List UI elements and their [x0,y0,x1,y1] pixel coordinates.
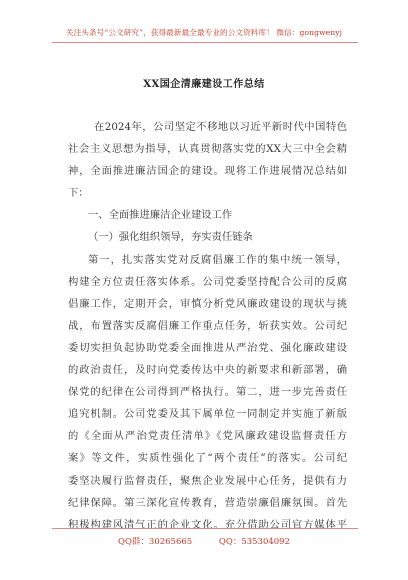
document-body [68,116,347,536]
body-line: 纪律保障。第三深化宣传教育，营造崇廉倡廉氛围。首先 [68,496,347,509]
footer-divider [52,528,358,529]
body-line: 战，布置落实反腐倡廉工作重点任务，斩获实效。公司纪 [68,319,347,332]
body-line: 神，全面推进廉洁国企的建设。现将工作进展情况总结如 [68,165,347,178]
body-line: 社会主义思想为指导，认真贯彻落实党的XX大三中全会精 [68,143,347,156]
body-line: 保党的纪律在公司得到严格执行。第二，进一步完善责任 [68,386,347,399]
body-line: 追究机制。公司党委及其下属单位一同制定并实施了新版 [68,408,347,421]
footer-qq: QQ：535304092 [218,537,290,547]
subsection-heading: （一）强化组织领导，夯实责任链条 [88,231,253,244]
document-title: XX国企清廉建设工作总结 [143,79,265,90]
body-line: 委切实担负起协助党委全面推进从严治党、强化廉政建设 [68,341,347,354]
footer-qq-group: QQ群：30265665 [117,537,193,547]
body-line: 案》等文件，实质性强化了“两个责任”的落实。公司纪 [68,452,347,465]
body-line: 的《全面从严治党责任清单》《党风廉政建设监督责任方 [68,430,347,443]
body-line: 构建全方位责任落实体系。公司党委坚持配合公司的反腐 [68,275,347,288]
body-line: 在2024年，公司坚定不移地以习近平新时代中国特色 [94,121,347,133]
header-divider [52,42,358,43]
body-line: 的政治责任，及时向党委传达中央的新要求和新部署，确 [68,364,347,377]
body-line: 积极构建风清气正的企业文化。充分借助公司官方媒体平 [68,518,347,531]
body-line: 委坚决履行监督责任，聚焦企业发展中心任务，提供有力 [68,474,347,487]
header-note: 关注头条号“公文研究”，获得最新最全最专业的公文资料库！ 微信：gongwenyj [65,28,343,37]
body-line: 倡廉工作，定期开会，审慎分析党风廉政建设的现状与挑 [68,297,347,310]
section-heading: 一、全面推进廉洁企业建设工作 [88,209,233,222]
body-line: 下： [68,187,89,200]
footer [0,535,408,547]
body-line: 第一，扎实落实党对反腐倡廉工作的集中统一领导， [88,253,347,266]
